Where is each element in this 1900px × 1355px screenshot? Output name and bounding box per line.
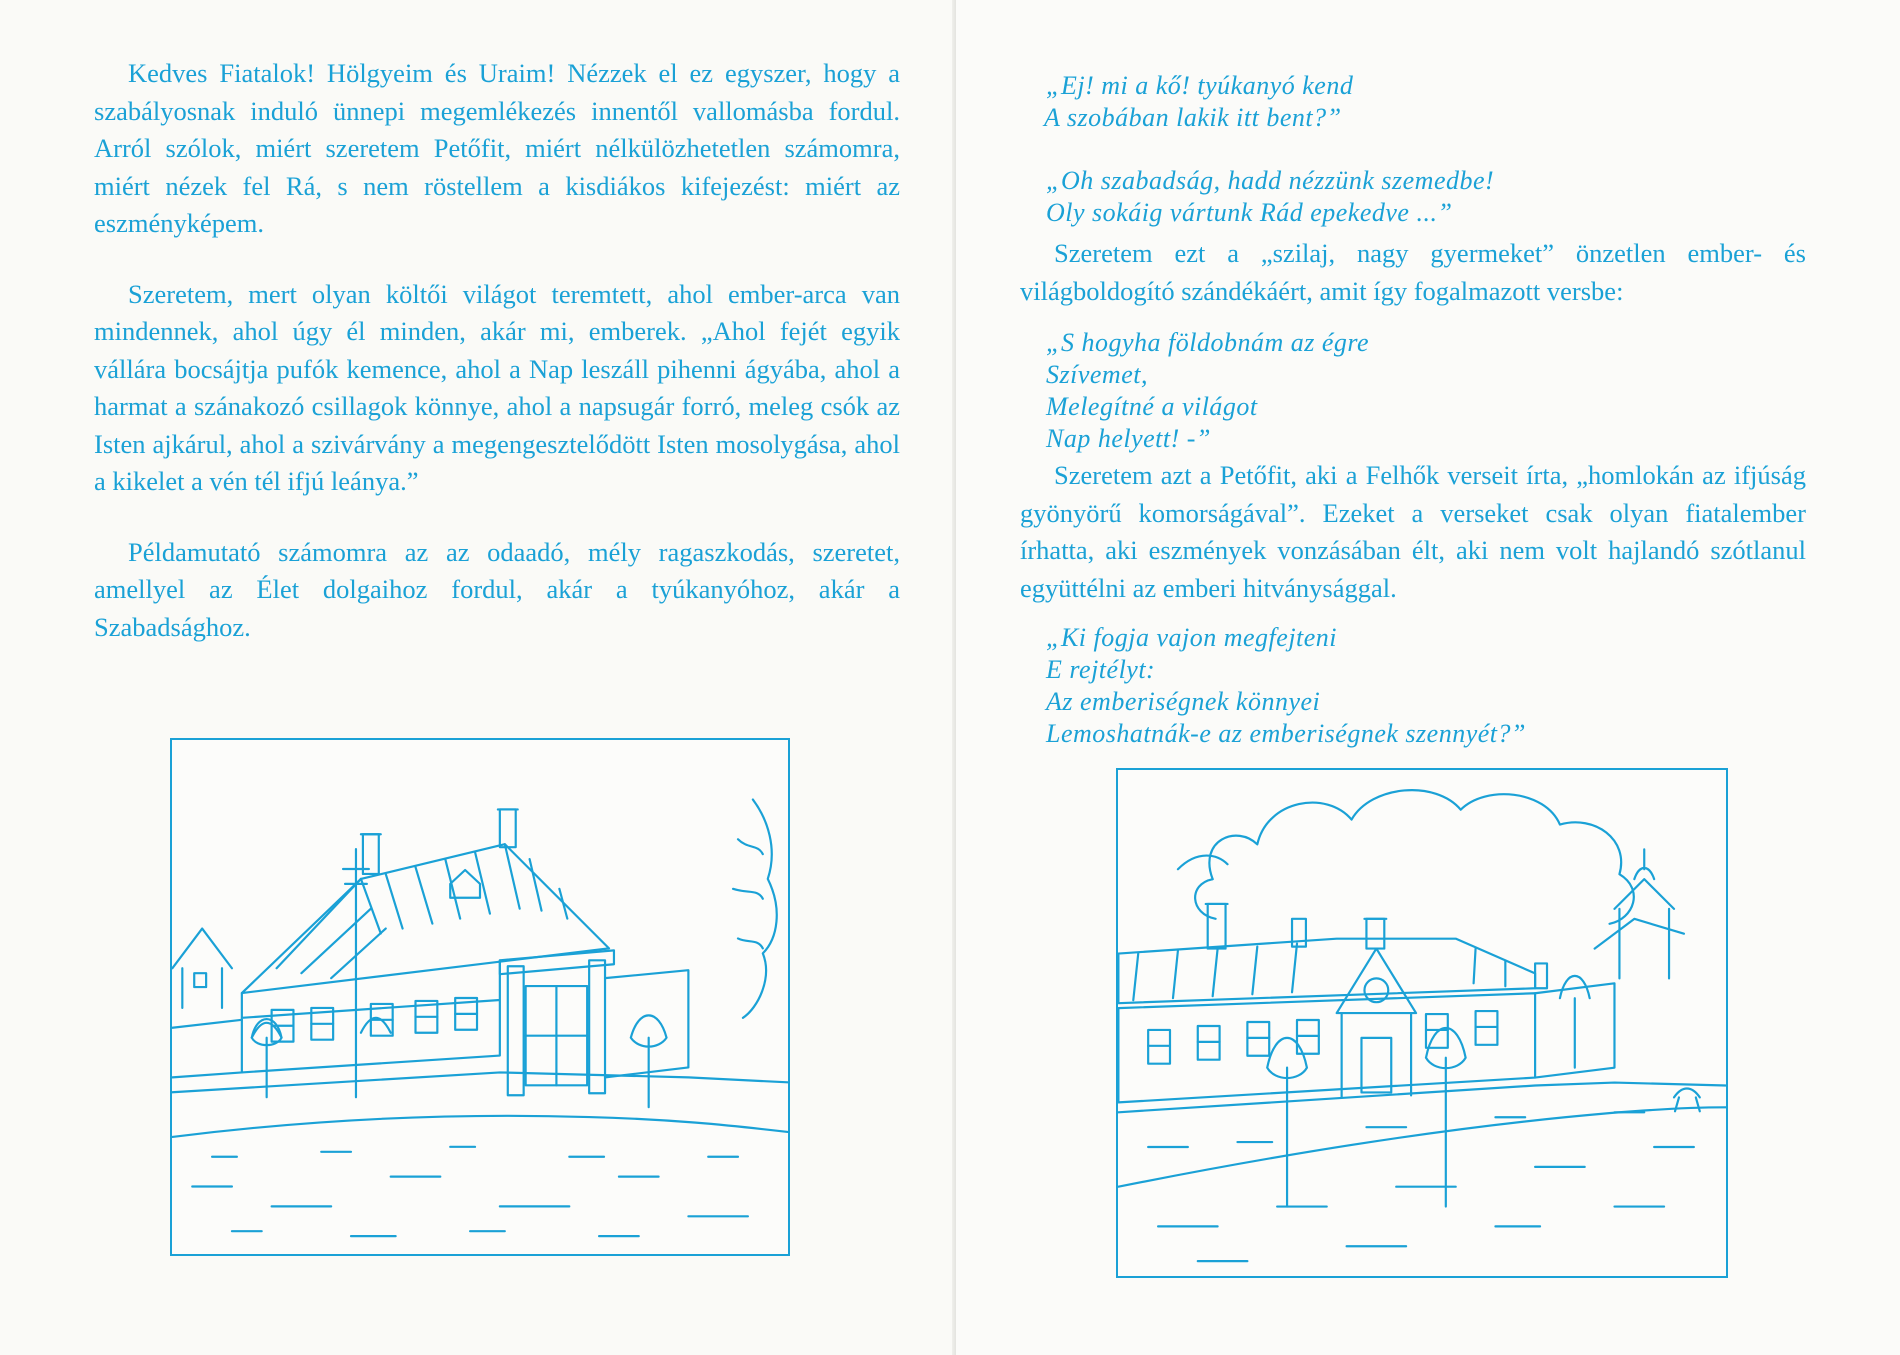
- verse-4-line-3: Az emberiségnek könnyei: [1046, 687, 1321, 716]
- verse-4-line-4: Lemoshatnák-e az emberiségnek szennyét?”: [1046, 719, 1526, 748]
- verse-1-line-2: A szobában lakik itt bent?”: [1044, 103, 1342, 132]
- illustration-house-right: [1116, 768, 1728, 1278]
- verse-3-line-4: Nap helyett! -”: [1046, 424, 1211, 453]
- verse-3: [1046, 327, 1369, 455]
- verse-3-line-1: „S hogyha földobnám az égre: [1046, 328, 1370, 357]
- verse-2: [1046, 165, 1494, 229]
- verse-1-line-1: „Ej! mi a kő! tyúkanyó kend: [1046, 71, 1354, 100]
- prose-2-text: Szeretem azt a Petőfit, aki a Felhők verseit írta, „homlokán az ifjúság gyönyörű komorságával”. Ezeket a verseket csak olyan fiatalember írhatta, aki eszmények vonzásában élt, aki nem volt hajlandó szótlanul együttélni az emberi hitványsággal.: [1020, 460, 1806, 603]
- right-page: [956, 0, 1900, 1355]
- left-text: [94, 55, 900, 646]
- verse-3-line-2: Szívemet,: [1046, 360, 1148, 389]
- verse-4: [1046, 622, 1526, 750]
- verse-4-line-2: E rejtélyt:: [1046, 655, 1156, 684]
- paragraph-2: Szeretem, mert olyan költői világot teremtett, ahol ember-arca van mindennek, ahol úgy él minden, akár mi, emberek. „Ahol fejét egyik vállára bocsájtja pufók kemence, ahol a Nap leszáll pihenni ágyába, ahol a harmat a szánakozó csillagok könnye, ahol a napsugár forró, meleg csók az Isten ajkárul, ahol a szivárvány a megengesztelődött Isten mosolygása, ahol a kikelet a vén tél ifjú leánya.”: [94, 278, 900, 496]
- verse-1: [1046, 70, 1353, 134]
- verse-4-line-1: „Ki fogja vajon megfejteni: [1046, 623, 1338, 652]
- illustration-house-left: [170, 738, 790, 1256]
- paragraph-1: Kedves Fiatalok! Hölgyeim és Uraim! Nézzek el ez egyszer, hogy a szabályosnak induló ünnepi megemlékezés innentől vallomásba fordul. Arról szólok, miért szeretem Petőfit, miért nélkülözhetetlen számomra, miért nézek fel Rá, s nem röstellem a kisdiákos kifejezést: miért az eszményképem.: [94, 58, 900, 238]
- verse-3-line-3: Melegítné a világot: [1046, 392, 1258, 421]
- verse-2-line-2: Oly sokáig vártunk Rád epekedve ...”: [1046, 198, 1453, 227]
- prose-1-text: Szeretem ezt a „szilaj, nagy gyermeket” önzetlen ember- és világboldogító szándékáért, amit így fogalmazott versbe:: [1020, 238, 1806, 306]
- verse-2-line-1: „Oh szabadság, hadd nézzünk szemedbe!: [1046, 166, 1495, 195]
- prose-1: [1020, 235, 1806, 310]
- prose-2: [1020, 457, 1806, 607]
- paragraph-3: Példamutató számomra az az odaadó, mély ragaszkodás, szeretet, amellyel az Élet dolgaihoz fordul, akár a tyúkanyóhoz, akár a Szabadsághoz.: [94, 536, 900, 642]
